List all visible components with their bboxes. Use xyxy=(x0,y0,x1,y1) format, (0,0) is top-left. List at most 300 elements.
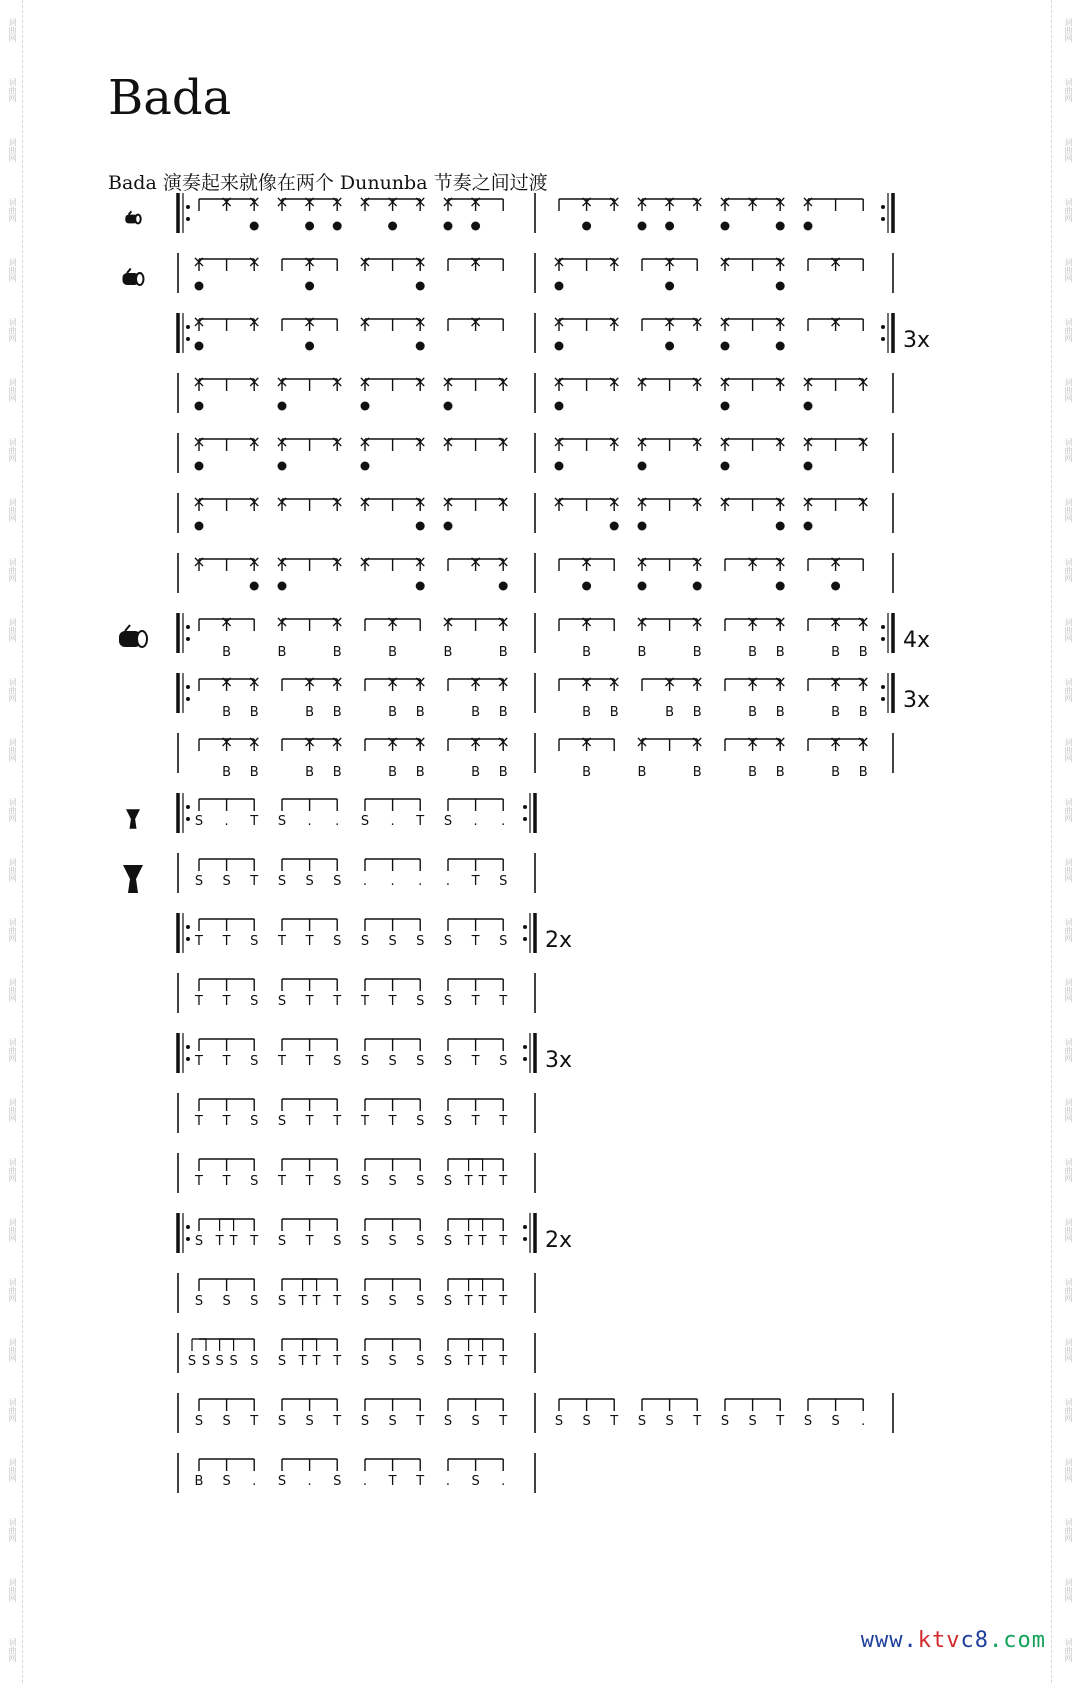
repeat-count: 3x xyxy=(903,688,931,713)
cross-note: × xyxy=(745,612,760,631)
stroke-letter: S xyxy=(187,1354,197,1369)
repeat-dot xyxy=(881,205,885,209)
cross-note: × xyxy=(801,372,815,391)
repeat-dot xyxy=(186,1225,190,1229)
repeat-dot xyxy=(523,817,527,821)
repeat-dot xyxy=(881,697,885,701)
cross-note: × xyxy=(275,192,289,211)
cross-note: × xyxy=(856,672,870,691)
margin-watermark-text: 词曲网 xyxy=(8,558,17,582)
stroke-letter: S xyxy=(388,934,397,949)
cross-note: × xyxy=(219,612,234,631)
bell-dot xyxy=(444,522,453,531)
cross-note: × xyxy=(718,432,732,451)
stroke-letter: . xyxy=(390,814,395,829)
cross-note: × xyxy=(385,612,400,631)
cross-note: × xyxy=(358,432,372,451)
cross-note: × xyxy=(773,372,787,391)
margin-watermark-text: 词曲网 xyxy=(8,858,17,882)
stroke-letter: T xyxy=(298,1354,307,1369)
stroke-letter: T xyxy=(305,1174,314,1189)
cross-note: × xyxy=(745,552,760,571)
score-row xyxy=(178,1213,572,1253)
stroke-letter: S xyxy=(277,1354,287,1369)
bass-letter: B xyxy=(858,765,868,780)
margin-watermark-text: 词曲网 xyxy=(1064,1638,1073,1662)
stroke-letter: S xyxy=(416,1114,425,1129)
margin-watermark-text: 词曲网 xyxy=(8,1098,17,1122)
stroke-letter: T xyxy=(471,934,480,949)
stroke-letter: S xyxy=(250,1294,259,1309)
repeat-dot xyxy=(186,697,190,701)
bell-dot xyxy=(804,222,813,231)
stroke-letter: S xyxy=(443,934,453,949)
stroke-letter: . xyxy=(252,1474,257,1489)
stroke-letter: S xyxy=(194,1234,204,1249)
cross-note: × xyxy=(441,492,455,511)
bell-dot xyxy=(555,462,564,471)
margin-watermark-text: 词曲网 xyxy=(8,1338,17,1362)
cross-note: × xyxy=(385,192,400,211)
stroke-letter: S xyxy=(305,874,314,889)
margin-watermark-text: 词曲网 xyxy=(1064,78,1073,102)
cross-note: × xyxy=(773,192,787,211)
cross-note: × xyxy=(275,552,289,571)
cross-note: × xyxy=(358,312,372,331)
stroke-letter: S xyxy=(388,1294,397,1309)
bass-letter: B xyxy=(249,765,259,780)
site-footer-link[interactable] xyxy=(861,1628,1046,1653)
repeat-dot xyxy=(186,937,190,941)
margin-watermark-text: 词曲网 xyxy=(8,438,17,462)
cross-note: × xyxy=(635,732,649,751)
stroke-letter: S xyxy=(416,934,425,949)
stroke-letter: S xyxy=(222,874,231,889)
cross-note: × xyxy=(690,492,704,511)
cross-note: × xyxy=(801,432,815,451)
cross-note: × xyxy=(607,492,621,511)
bass-letter: B xyxy=(692,645,702,660)
stroke-letter: S xyxy=(277,1414,287,1429)
score-row xyxy=(178,732,893,780)
bell-dot xyxy=(278,402,287,411)
page-subtitle: Bada 演奏起来就像在两个 Dununba 节奏之间过渡 xyxy=(108,172,548,194)
score-row xyxy=(178,672,930,720)
repeat-dot xyxy=(186,1237,190,1241)
cross-note: × xyxy=(690,312,704,331)
stroke-letter: S xyxy=(720,1414,730,1429)
bell-dot xyxy=(444,402,453,411)
cross-note: × xyxy=(247,432,261,451)
stroke-letter: . xyxy=(861,1414,866,1429)
stroke-letter: T xyxy=(464,1294,473,1309)
cross-note: × xyxy=(856,732,870,751)
bass-letter: B xyxy=(748,765,758,780)
score-row xyxy=(123,853,535,893)
stroke-letter: . xyxy=(362,874,368,889)
stroke-letter: T xyxy=(222,934,231,949)
margin-watermark-text: 词曲网 xyxy=(8,1278,17,1302)
margin-watermark-text: 词曲网 xyxy=(1064,1278,1073,1302)
cross-note: × xyxy=(192,432,206,451)
margin-watermark-text: 词曲网 xyxy=(1064,678,1073,702)
bass-letter: B xyxy=(775,705,785,720)
repeat-dot xyxy=(186,637,190,641)
cross-note: × xyxy=(413,552,427,571)
stroke-letter: S xyxy=(443,1174,453,1189)
cross-note: × xyxy=(358,372,372,391)
stroke-letter: S xyxy=(215,1354,224,1369)
cross-note: × xyxy=(552,492,566,511)
stroke-letter: S xyxy=(222,1474,231,1489)
repeat-dot xyxy=(186,325,190,329)
stroke-letter: S xyxy=(443,1354,453,1369)
stroke-letter: . xyxy=(501,1474,506,1489)
score-row xyxy=(178,1453,535,1493)
stroke-letter: T xyxy=(471,994,480,1009)
repeat-dot xyxy=(881,637,885,641)
bell-dot xyxy=(555,282,564,291)
cross-note: × xyxy=(247,252,261,271)
stroke-letter: S xyxy=(388,1174,397,1189)
stroke-letter: S xyxy=(831,1414,840,1429)
margin-watermark-text: 词曲网 xyxy=(8,138,17,162)
stroke-letter: T xyxy=(305,1234,314,1249)
cross-note: × xyxy=(468,252,483,271)
cross-note: × xyxy=(496,432,510,451)
repeat-dot xyxy=(186,685,190,689)
repeat-dot xyxy=(186,1057,190,1061)
margin-watermark-text: 词曲网 xyxy=(8,1578,17,1602)
bell-dot xyxy=(278,462,287,471)
stroke-letter: S xyxy=(443,1054,453,1069)
cross-note: × xyxy=(413,192,427,211)
bass-letter: B xyxy=(692,765,702,780)
repeat-count: 4x xyxy=(903,628,931,653)
bell-dot xyxy=(333,222,342,231)
repeat-dot xyxy=(881,325,885,329)
bell-dot xyxy=(361,402,370,411)
margin-watermark-text: 词曲网 xyxy=(1064,498,1073,522)
stroke-letter: S xyxy=(333,1174,342,1189)
bell-dot xyxy=(195,462,204,471)
bass-letter: B xyxy=(305,705,315,720)
cross-note: × xyxy=(690,612,704,631)
cross-note: × xyxy=(718,372,732,391)
cross-note: × xyxy=(828,672,843,691)
bell-dot xyxy=(721,342,730,351)
margin-watermark-text: 词曲网 xyxy=(8,318,17,342)
djembe-body xyxy=(123,865,143,893)
bell-dot xyxy=(195,342,204,351)
cross-note: × xyxy=(247,492,261,511)
margin-watermark-text: 词曲网 xyxy=(1064,438,1073,462)
stroke-letter: T xyxy=(250,1414,259,1429)
cross-note: × xyxy=(468,192,483,211)
stroke-letter: T xyxy=(333,994,342,1009)
cross-note: × xyxy=(385,732,400,751)
bass-letter: B xyxy=(498,705,508,720)
stroke-letter: S xyxy=(416,1294,425,1309)
margin-watermark-text: 词曲网 xyxy=(1064,738,1073,762)
bass-letter: B xyxy=(637,645,647,660)
cross-note: × xyxy=(275,432,289,451)
stroke-letter: S xyxy=(360,1414,370,1429)
cross-note: × xyxy=(773,552,787,571)
bell-dot xyxy=(776,342,785,351)
margin-watermark-text: 词曲网 xyxy=(1064,1158,1073,1182)
margin-watermark-text: 词曲网 xyxy=(8,498,17,522)
cross-note: × xyxy=(635,192,649,211)
margin-watermark-text: 词曲网 xyxy=(1064,1518,1073,1542)
margin-watermark-text: 词曲网 xyxy=(1064,978,1073,1002)
margin-watermark-text: 词曲网 xyxy=(1064,378,1073,402)
cross-note: × xyxy=(441,372,455,391)
margin-watermark-text: 词曲网 xyxy=(8,738,17,762)
stroke-letter: S xyxy=(443,1114,453,1129)
bell-dot xyxy=(776,222,785,231)
stroke-letter: S xyxy=(277,814,287,829)
bell-dot xyxy=(444,222,453,231)
stroke-letter: T xyxy=(416,1414,425,1429)
footer-link-part: ktv xyxy=(917,1628,961,1653)
djembe-body xyxy=(126,809,140,829)
bass-letter: B xyxy=(222,705,232,720)
cross-note: × xyxy=(219,732,234,751)
cross-note: × xyxy=(856,432,870,451)
bell-dot xyxy=(665,282,674,291)
stroke-letter: S xyxy=(443,994,453,1009)
stroke-letter: T xyxy=(499,1234,508,1249)
margin-watermark-text: 词曲网 xyxy=(8,1518,17,1542)
score-row xyxy=(178,913,572,953)
bell-dot xyxy=(804,462,813,471)
bell-dot xyxy=(582,582,591,591)
bass-letter: B xyxy=(471,705,481,720)
repeat-dot xyxy=(523,1225,527,1229)
stroke-letter: . xyxy=(418,874,423,889)
repeat-dot xyxy=(523,1057,527,1061)
cross-note: × xyxy=(552,372,566,391)
stroke-letter: S xyxy=(665,1414,674,1429)
stroke-letter: S xyxy=(416,1054,425,1069)
stroke-letter: . xyxy=(362,1474,368,1489)
stroke-letter: S xyxy=(416,1354,425,1369)
cross-note: × xyxy=(330,492,344,511)
stroke-letter: S xyxy=(471,1414,480,1429)
score-row xyxy=(178,1393,893,1433)
drum-stick xyxy=(127,269,131,274)
score-row xyxy=(178,432,893,473)
bell-dot xyxy=(416,582,425,591)
cross-note: × xyxy=(773,312,787,331)
stroke-letter: S xyxy=(333,1474,342,1489)
score-row xyxy=(178,552,893,593)
score-row xyxy=(178,1093,535,1133)
cross-note: × xyxy=(773,252,787,271)
stroke-letter: T xyxy=(499,1294,508,1309)
cross-note: × xyxy=(718,492,732,511)
stroke-letter: S xyxy=(582,1414,591,1429)
stroke-letter: T xyxy=(464,1354,473,1369)
cross-note: × xyxy=(330,372,344,391)
cross-note: × xyxy=(579,552,594,571)
stroke-letter: T xyxy=(471,1114,480,1129)
cross-note: × xyxy=(662,192,677,211)
bell-dot xyxy=(388,222,397,231)
stroke-letter: T xyxy=(195,994,203,1009)
cross-note: × xyxy=(635,432,649,451)
cross-note: × xyxy=(607,192,621,211)
cross-note: × xyxy=(635,372,649,391)
stroke-letter: T xyxy=(312,1354,321,1369)
stroke-letter: S xyxy=(443,1294,453,1309)
stroke-letter: S xyxy=(360,1234,370,1249)
cross-note: × xyxy=(773,612,787,631)
cross-note: × xyxy=(496,372,510,391)
bell-dot xyxy=(555,402,564,411)
stroke-letter: S xyxy=(360,1054,370,1069)
stroke-letter: S xyxy=(222,1294,231,1309)
stroke-letter: S xyxy=(360,1354,370,1369)
score-row xyxy=(178,1273,535,1313)
repeat-dot xyxy=(186,1045,190,1049)
margin-watermark-text: 词曲网 xyxy=(1064,1458,1073,1482)
score-row xyxy=(178,973,535,1013)
stroke-letter: . xyxy=(307,1474,312,1489)
cross-note: × xyxy=(275,612,289,631)
stroke-letter: . xyxy=(445,874,451,889)
cross-note: × xyxy=(745,732,760,751)
bass-letter: B xyxy=(305,765,315,780)
cross-note: × xyxy=(607,672,621,691)
cross-note: × xyxy=(745,192,760,211)
stroke-letter: . xyxy=(224,814,229,829)
cross-note: × xyxy=(358,492,372,511)
cross-note: × xyxy=(468,312,483,331)
repeat-dot xyxy=(523,1045,527,1049)
stroke-letter: S xyxy=(250,934,259,949)
cross-note: × xyxy=(773,732,787,751)
cross-note: × xyxy=(856,492,870,511)
stroke-letter: S xyxy=(194,814,204,829)
bass-letter: B xyxy=(222,765,232,780)
stroke-letter: T xyxy=(416,1474,425,1489)
stroke-letter: T xyxy=(305,934,314,949)
margin-watermark-text: 词曲网 xyxy=(1064,1398,1073,1422)
bass-letter: B xyxy=(831,765,841,780)
stroke-letter: T xyxy=(478,1174,487,1189)
stroke-letter: . xyxy=(390,874,395,889)
bell-dot xyxy=(305,282,314,291)
stroke-letter: . xyxy=(445,1474,451,1489)
stroke-letter: T xyxy=(333,1294,342,1309)
stroke-letter: S xyxy=(277,1294,287,1309)
stroke-letter: S xyxy=(360,934,370,949)
bell-dot xyxy=(195,522,204,531)
stroke-letter: T xyxy=(305,994,314,1009)
bell-dot xyxy=(776,522,785,531)
stroke-letter: S xyxy=(360,1174,370,1189)
margin-watermark-text: 词曲网 xyxy=(8,1638,17,1662)
cross-note: × xyxy=(330,732,344,751)
stroke-letter: S xyxy=(416,1234,425,1249)
stroke-letter: S xyxy=(499,934,508,949)
stroke-letter: . xyxy=(307,814,312,829)
stroke-letter: T xyxy=(312,1294,321,1309)
stroke-letter: T xyxy=(195,934,203,949)
score-row xyxy=(119,612,930,660)
cross-note: × xyxy=(219,192,234,211)
bass-letter: B xyxy=(498,645,508,660)
score-row xyxy=(178,492,893,533)
cross-note: × xyxy=(302,192,317,211)
stroke-letter: S xyxy=(388,1234,397,1249)
stroke-letter: T xyxy=(278,1174,286,1189)
cross-note: × xyxy=(413,252,427,271)
bell-dot xyxy=(693,582,702,591)
stroke-letter: . xyxy=(335,814,340,829)
cross-note: × xyxy=(413,672,427,691)
cross-note: × xyxy=(247,312,261,331)
cross-note: × xyxy=(192,552,206,571)
stroke-letter: T xyxy=(776,1414,785,1429)
margin-watermark-text: 词曲网 xyxy=(8,918,17,942)
bass-letter: B xyxy=(388,765,398,780)
stroke-letter: T xyxy=(361,994,369,1009)
repeat-dot xyxy=(186,817,190,821)
margin-watermark-text: 词曲网 xyxy=(1064,858,1073,882)
repeat-dot xyxy=(186,217,190,221)
cross-note: × xyxy=(219,672,234,691)
bass-letter: B xyxy=(415,765,425,780)
margin-watermark-text: 词曲网 xyxy=(8,678,17,702)
cross-note: × xyxy=(247,192,261,211)
stroke-letter: T xyxy=(499,1114,508,1129)
stroke-letter: S xyxy=(388,1354,397,1369)
repeat-dot xyxy=(523,805,527,809)
stroke-letter: S xyxy=(499,1054,508,1069)
margin-watermark-text: 词曲网 xyxy=(8,78,17,102)
bass-letter: B xyxy=(582,645,592,660)
cross-note: × xyxy=(828,312,843,331)
cross-note: × xyxy=(662,312,677,331)
bell-dot xyxy=(665,222,674,231)
margin-watermark-text: 词曲网 xyxy=(1064,558,1073,582)
stroke-letter: B xyxy=(194,1474,204,1489)
bell-dot xyxy=(250,222,259,231)
stroke-letter: S xyxy=(277,1234,287,1249)
cross-note: × xyxy=(828,732,843,751)
stroke-letter: T xyxy=(499,1354,508,1369)
margin-watermark-text: 词曲网 xyxy=(8,1158,17,1182)
stroke-letter: S xyxy=(333,874,342,889)
margin-watermark-text: 词曲网 xyxy=(1064,138,1073,162)
margin-watermark-text: 词曲网 xyxy=(8,258,17,282)
cross-note: × xyxy=(192,252,206,271)
stroke-letter: T xyxy=(222,1114,231,1129)
cross-note: × xyxy=(579,612,594,631)
bell-dot xyxy=(638,222,647,231)
drum-head xyxy=(136,273,144,285)
cross-note: × xyxy=(413,372,427,391)
bass-letter: B xyxy=(498,765,508,780)
cross-note: × xyxy=(773,672,787,691)
bell-dot xyxy=(804,522,813,531)
stroke-letter: S xyxy=(388,1054,397,1069)
bell-dot xyxy=(638,522,647,531)
cross-note: × xyxy=(552,312,566,331)
